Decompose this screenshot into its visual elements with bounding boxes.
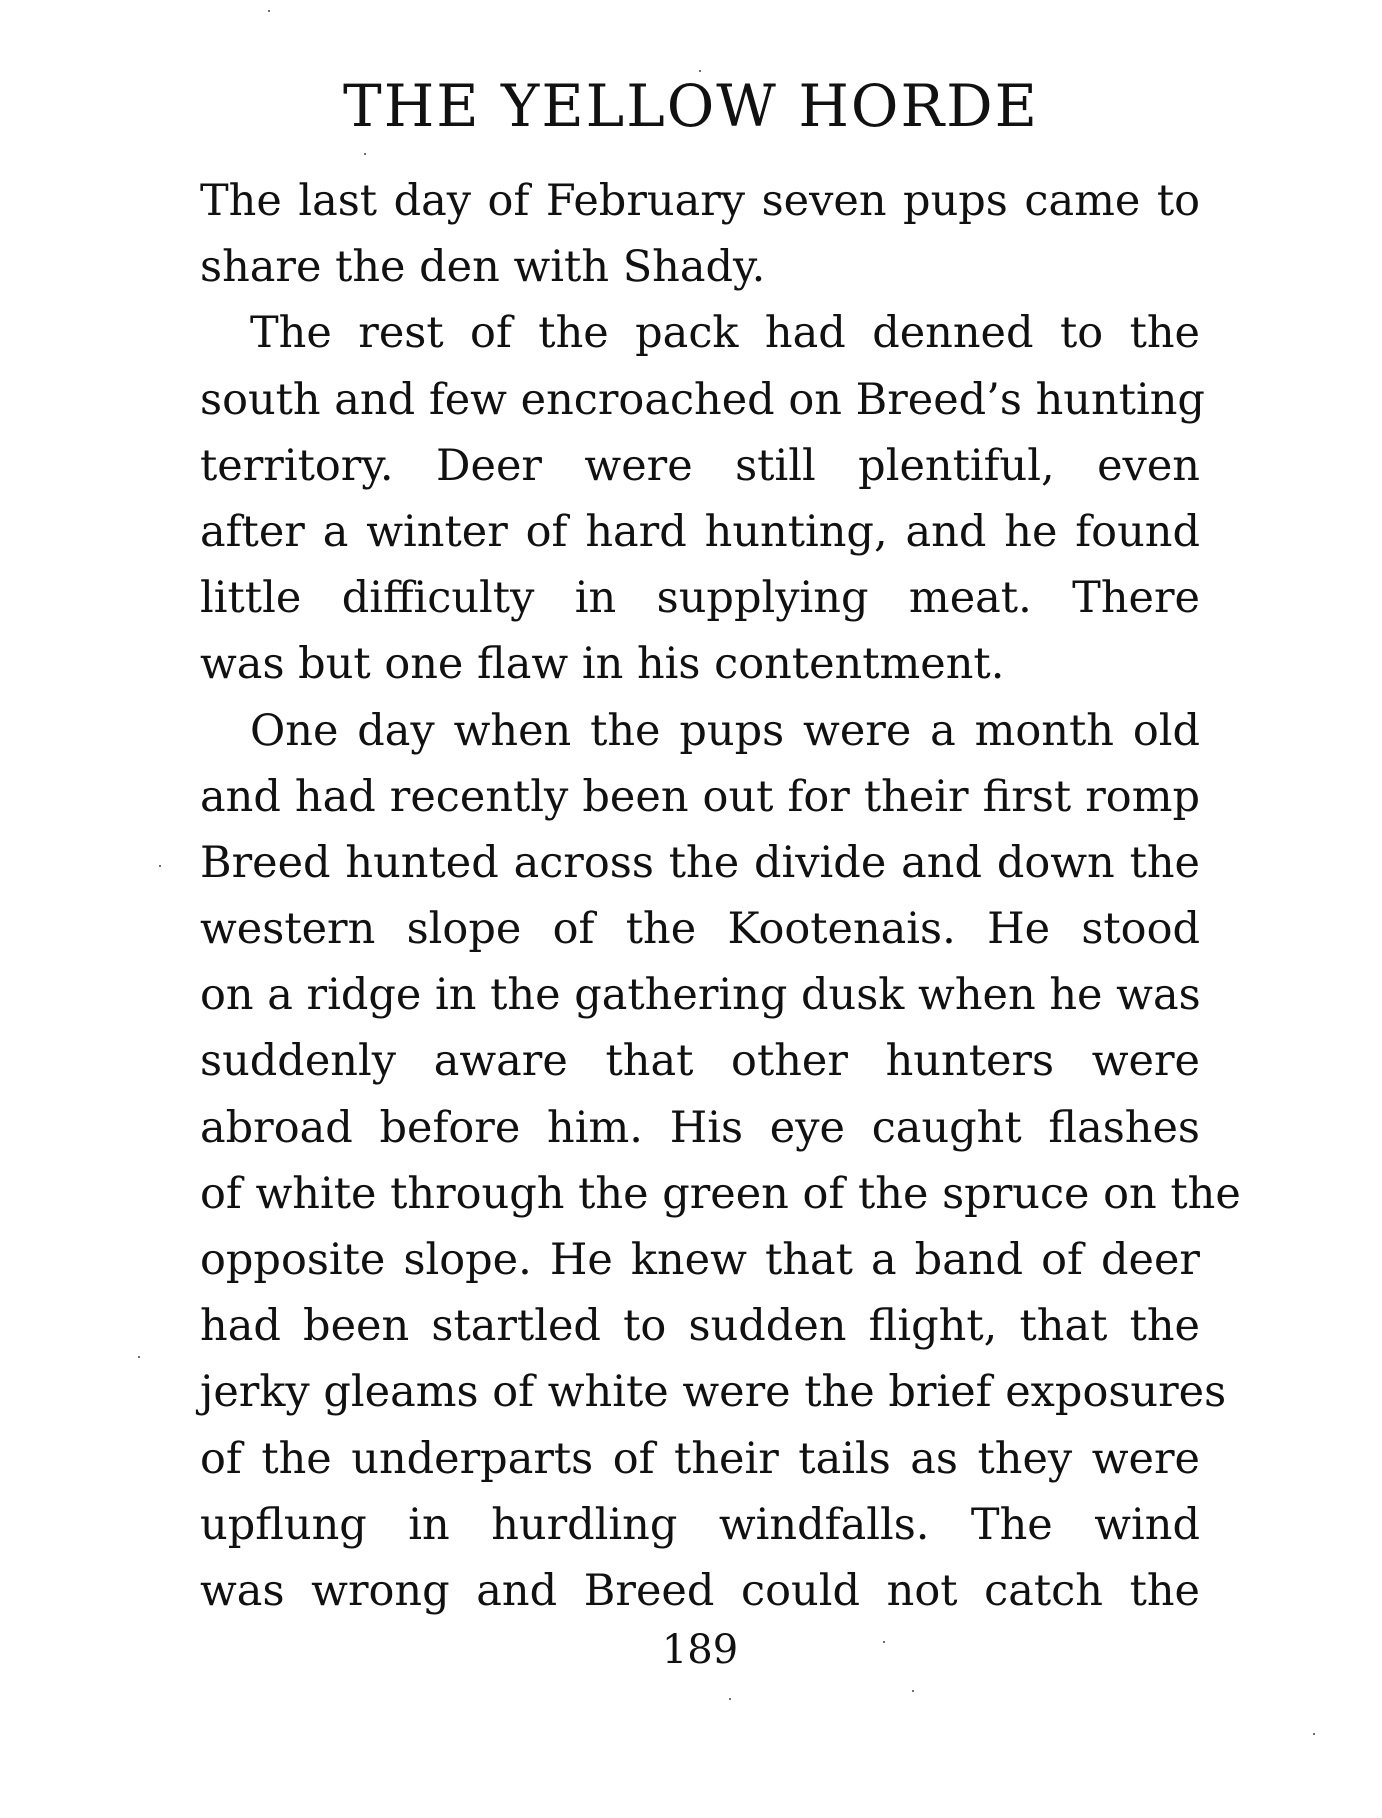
scan-speck [138, 1356, 140, 1358]
text-line: after a winter of hard hunting, and he found [200, 506, 1200, 557]
text-line: opposite slope. He knew that a band of deer [200, 1235, 1200, 1285]
page-number: 189 [661, 1627, 739, 1673]
text-line: and had recently been out for their first romp [200, 771, 1200, 822]
scan-speck [1313, 1733, 1315, 1735]
text-line: little difficulty in supplying meat. There [200, 573, 1200, 624]
scan-speck [364, 153, 366, 155]
text-line: The last day of February seven pups came to [200, 176, 1200, 226]
page-body [200, 168, 1241, 1624]
scan-speck [883, 1641, 885, 1643]
scan-speck [729, 1698, 731, 1700]
text-line: south and few encroached on Breed’s hunting [200, 374, 1205, 425]
text-line: had been startled to sudden flight, that the [200, 1301, 1200, 1352]
text-line: abroad before him. His eye caught flashes [200, 1102, 1200, 1153]
text-line: The rest of the pack had denned to the [250, 308, 1200, 359]
text-line: on a ridge in the gathering dusk when he was [200, 970, 1201, 1021]
scan-speck [699, 70, 701, 72]
text-line: western slope of the Kootenais. He stood [200, 904, 1200, 955]
scan-speck [159, 865, 161, 867]
text-line: One day when the pups were a month old [250, 705, 1200, 756]
text-line: jerky gleams of white were the brief exposures [200, 1367, 1227, 1418]
scan-speck [268, 10, 270, 12]
text-line: Breed hunted across the divide and down the [200, 837, 1200, 888]
text-line: of white through the green of the spruce on the [200, 1168, 1241, 1219]
text-line: upflung in hurdling windfalls. The wind [200, 1499, 1200, 1550]
running-title: THE YELLOW HORDE [343, 72, 1039, 140]
text-line: territory. Deer were still plentiful, even [200, 440, 1200, 491]
text-line: of the underparts of their tails as they were [200, 1433, 1200, 1484]
text-line: was but one flaw in his contentment. [200, 639, 1005, 690]
text-line: share the den with Shady. [200, 242, 766, 293]
scan-speck [912, 1690, 914, 1692]
text-line: was wrong and Breed could not catch the [200, 1565, 1200, 1616]
text-line: suddenly aware that other hunters were [200, 1036, 1200, 1087]
